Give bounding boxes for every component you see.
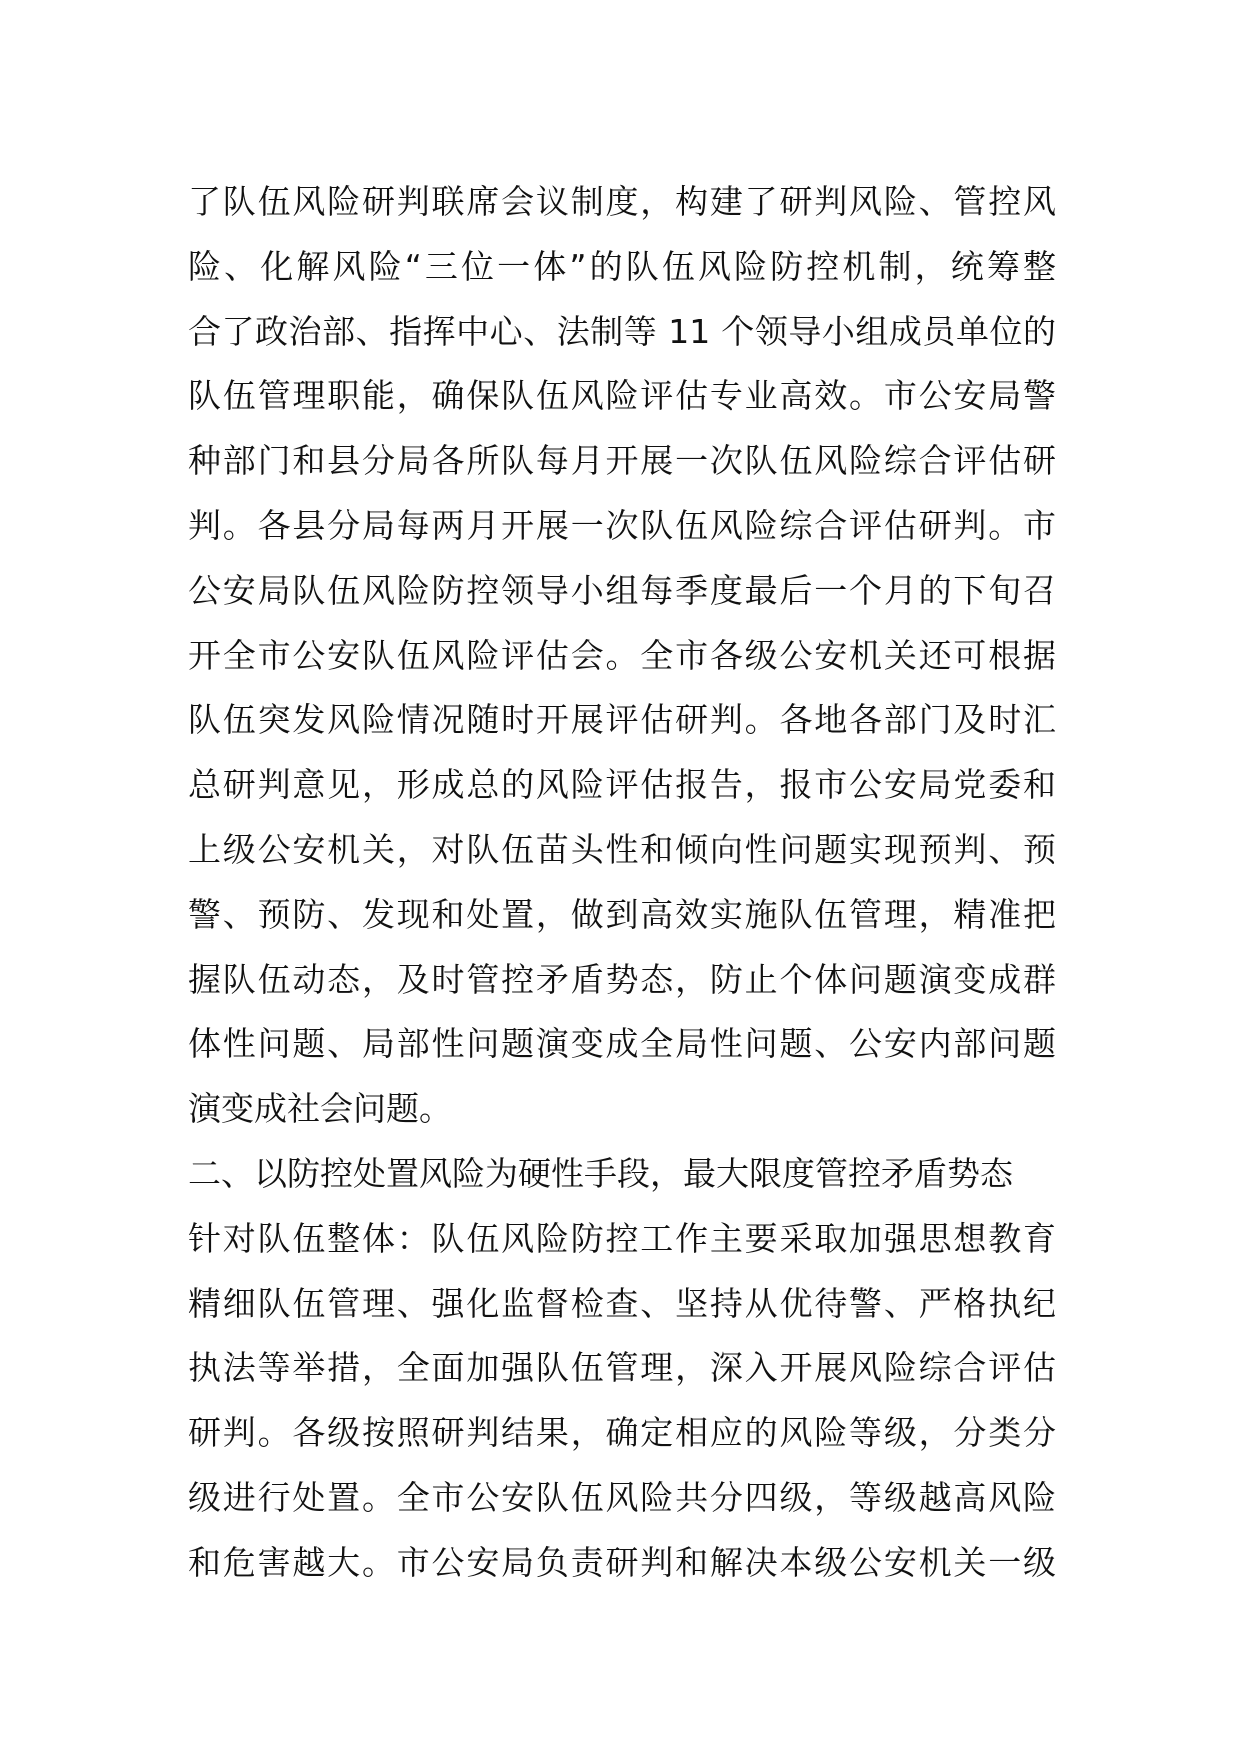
body-text [188,170,1056,1596]
text-line: 研判。各级按照研判结果，确定相应的风险等级，分类分 [188,1413,1056,1453]
text-line: 队伍突发风险情况随时开展评估研判。各地各部门及时汇 [188,700,1056,740]
text-line: 总研判意见，形成总的风险评估报告，报市公安局党委和 [188,765,1056,805]
text-line: 队伍管理职能，确保队伍风险评估专业高效。市公安局警 [188,376,1056,416]
text-line: 警、预防、发现和处置，做到高效实施队伍管理，精准把 [188,894,1056,934]
text-line: 体性问题、局部性问题演变成全局性问题、公安内部问题 [188,1024,1056,1064]
text-line: 演变成社会问题。 [188,1089,452,1129]
text-line: 合了政治部、指挥中心、法制等 11 个领导小组成员单位的 [188,311,1056,351]
section-heading: 二、以防控处置风险为硬性手段，最大限度管控矛盾势态 [188,1153,1013,1193]
text-line: 险、化解风险“三位一体”的队伍风险防控机制，统筹整 [188,246,1056,286]
text-line: 精细队伍管理、强化监督检查、坚持从优待警、严格执纪 [188,1283,1056,1323]
text-line: 和危害越大。市公安局负责研判和解决本级公安机关一级 [188,1542,1056,1582]
text-line: 了队伍风险研判联席会议制度，构建了研判风险、管控风 [188,182,1056,221]
text-line: 上级公安机关，对队伍苗头性和倾向性问题实现预判、预 [188,829,1056,869]
text-line: 握队伍动态，及时管控矛盾势态，防止个体问题演变成群 [188,959,1056,999]
text-line: 级进行处置。全市公安队伍风险共分四级，等级越高风险 [188,1477,1056,1517]
text-line: 开全市公安队伍风险评估会。全市各级公安机关还可根据 [188,635,1056,675]
text-line: 执法等举措，全面加强队伍管理，深入开展风险综合评估 [188,1348,1056,1388]
text-line: 公安局队伍风险防控领导小组每季度最后一个月的下旬召 [188,570,1056,610]
text-line: 针对队伍整体：队伍风险防控工作主要采取加强思想教育 [188,1218,1056,1258]
text-line: 判。各县分局每两月开展一次队伍风险综合评估研判。市 [188,505,1056,545]
text-line: 种部门和县分局各所队每月开展一次队伍风险综合评估研 [188,441,1056,481]
